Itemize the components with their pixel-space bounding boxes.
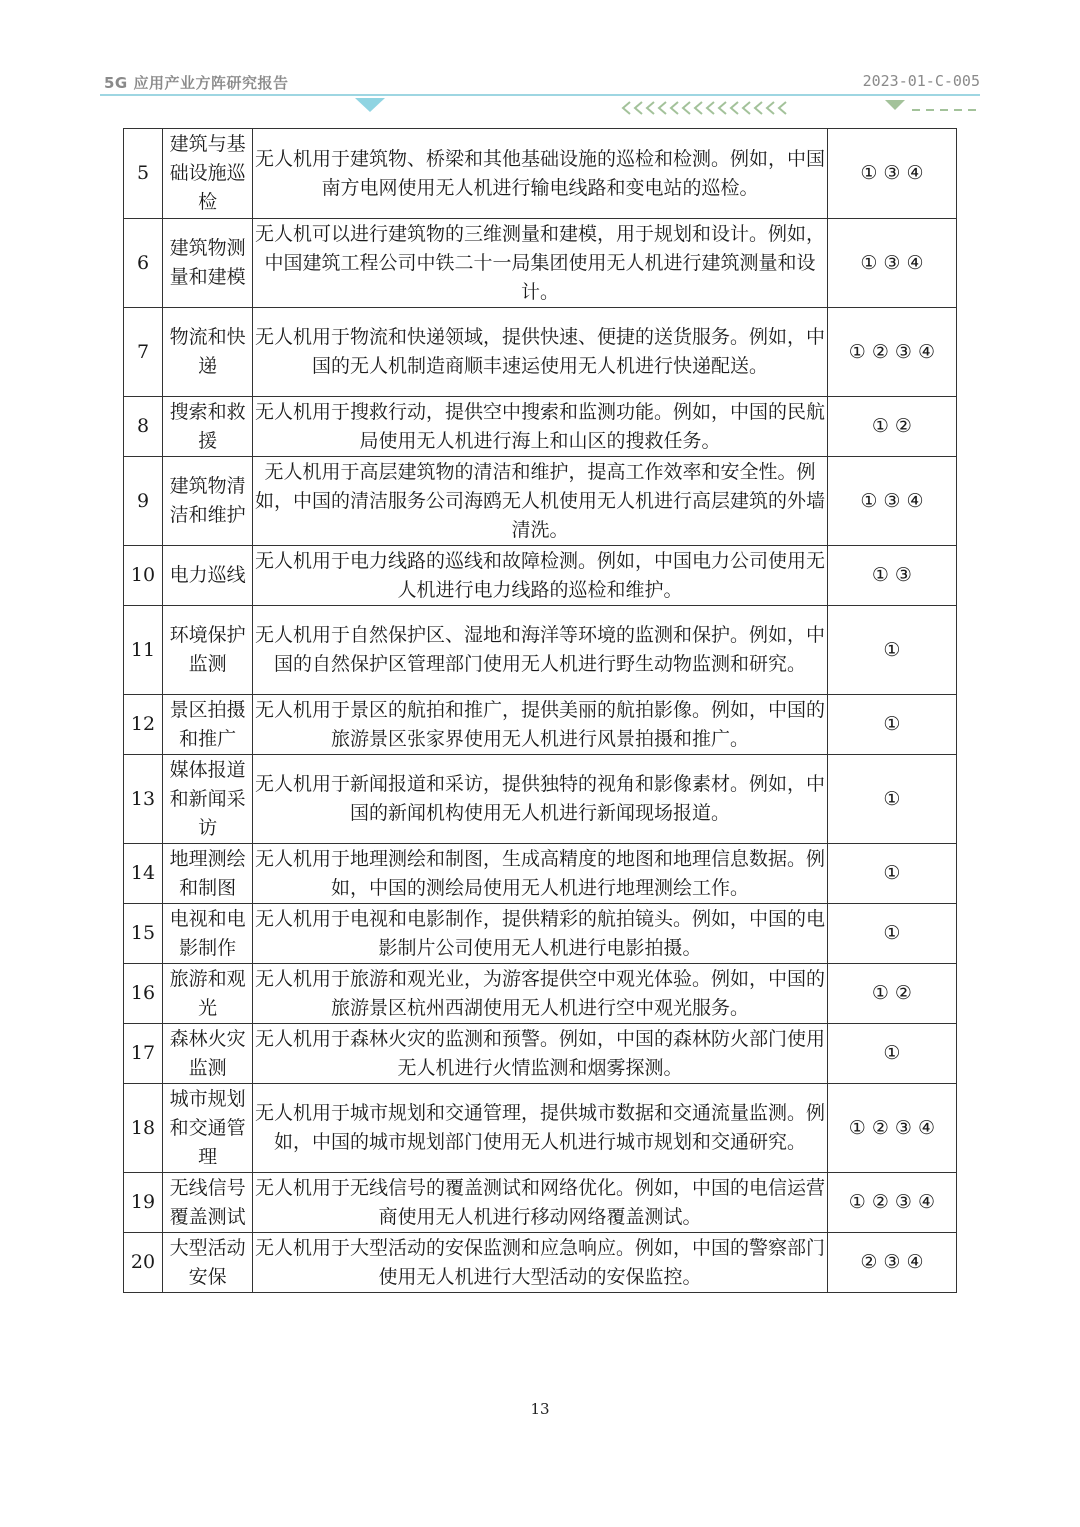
rating-marks: ① bbox=[827, 606, 956, 695]
row-number: 10 bbox=[124, 546, 163, 606]
row-number: 9 bbox=[124, 457, 163, 546]
rating-marks: ① ③ ④ bbox=[827, 457, 956, 546]
table-row bbox=[124, 219, 957, 308]
use-case-name: 搜索和救援 bbox=[163, 397, 253, 457]
rating-marks: ① bbox=[827, 755, 956, 844]
use-case-name: 建筑与基础设施巡检 bbox=[163, 129, 253, 219]
rating-marks: ① bbox=[827, 844, 956, 904]
rating-marks: ① ③ ④ bbox=[827, 219, 956, 308]
row-number: 19 bbox=[124, 1173, 163, 1233]
use-case-description: 无人机用于旅游和观光业，为游客提供空中观光体验。例如，中国的旅游景区杭州西湖使用无人机进行空中观光服务。 bbox=[253, 964, 828, 1024]
report-title: 5G 应用产业方阵研究报告 bbox=[104, 74, 289, 92]
row-number: 18 bbox=[124, 1084, 163, 1173]
rating-marks: ① bbox=[827, 695, 956, 755]
use-case-name: 城市规划和交通管理 bbox=[163, 1084, 253, 1173]
header-triangle-icon bbox=[355, 98, 385, 112]
use-case-description: 无人机用于电视和电影制作，提供精彩的航拍镜头。例如，中国的电影制片公司使用无人机进行电影拍摄。 bbox=[253, 904, 828, 964]
row-number: 16 bbox=[124, 964, 163, 1024]
use-case-description: 无人机可以进行建筑物的三维测量和建模，用于规划和设计。例如，中国建筑工程公司中铁二十一局集团使用无人机进行建筑测量和设计。 bbox=[253, 219, 828, 308]
table-row bbox=[124, 904, 957, 964]
use-case-name: 景区拍摄和推广 bbox=[163, 695, 253, 755]
use-case-description: 无人机用于自然保护区、湿地和海洋等环境的监测和保护。例如，中国的自然保护区管理部门使用无人机进行野生动物监测和研究。 bbox=[253, 606, 828, 695]
rating-marks: ① ② ③ ④ bbox=[827, 1084, 956, 1173]
table-row bbox=[124, 755, 957, 844]
table-row bbox=[124, 308, 957, 397]
use-case-name: 无线信号覆盖测试 bbox=[163, 1173, 253, 1233]
use-case-description: 无人机用于景区的航拍和推广，提供美丽的航拍影像。例如，中国的旅游景区张家界使用无人机进行风景拍摄和推广。 bbox=[253, 695, 828, 755]
use-case-name: 地理测绘和制图 bbox=[163, 844, 253, 904]
use-case-description: 无人机用于建筑物、桥梁和其他基础设施的巡检和检测。例如，中国南方电网使用无人机进行输电线路和变电站的巡检。 bbox=[253, 129, 828, 219]
use-case-name: 森林火灾监测 bbox=[163, 1024, 253, 1084]
rating-marks: ① ② ③ ④ bbox=[827, 308, 956, 397]
table-row bbox=[124, 457, 957, 546]
row-number: 5 bbox=[124, 129, 163, 219]
rating-marks: ① bbox=[827, 904, 956, 964]
table-row bbox=[124, 1084, 957, 1173]
use-case-name: 大型活动安保 bbox=[163, 1233, 253, 1293]
use-case-table bbox=[123, 128, 957, 1293]
use-case-description: 无人机用于无线信号的覆盖测试和网络优化。例如，中国的电信运营商使用无人机进行移动网络覆盖测试。 bbox=[253, 1173, 828, 1233]
row-number: 14 bbox=[124, 844, 163, 904]
use-case-name: 媒体报道和新闻采访 bbox=[163, 755, 253, 844]
rating-marks: ① ③ bbox=[827, 546, 956, 606]
use-case-description: 无人机用于地理测绘和制图，生成高精度的地图和地理信息数据。例如，中国的测绘局使用无人机进行地理测绘工作。 bbox=[253, 844, 828, 904]
page-number: 13 bbox=[530, 1400, 550, 1418]
table-row bbox=[124, 129, 957, 219]
table-row bbox=[124, 1024, 957, 1084]
row-number: 7 bbox=[124, 308, 163, 397]
row-number: 8 bbox=[124, 397, 163, 457]
table-body bbox=[124, 129, 957, 1293]
use-case-name: 建筑物清洁和维护 bbox=[163, 457, 253, 546]
row-number: 15 bbox=[124, 904, 163, 964]
rating-marks: ① ② bbox=[827, 397, 956, 457]
table-row bbox=[124, 964, 957, 1024]
rating-marks: ① ③ ④ bbox=[827, 129, 956, 219]
table-row bbox=[124, 546, 957, 606]
use-case-name: 建筑物测量和建模 bbox=[163, 219, 253, 308]
use-case-name: 物流和快递 bbox=[163, 308, 253, 397]
use-case-name: 环境保护监测 bbox=[163, 606, 253, 695]
row-number: 20 bbox=[124, 1233, 163, 1293]
use-case-name: 旅游和观光 bbox=[163, 964, 253, 1024]
rating-marks: ② ③ ④ bbox=[827, 1233, 956, 1293]
header-chevrons bbox=[623, 102, 786, 114]
header-rule bbox=[100, 92, 980, 122]
row-number: 12 bbox=[124, 695, 163, 755]
row-number: 13 bbox=[124, 755, 163, 844]
table-row bbox=[124, 844, 957, 904]
row-number: 6 bbox=[124, 219, 163, 308]
rating-marks: ① ② ③ ④ bbox=[827, 1173, 956, 1233]
use-case-name: 电视和电影制作 bbox=[163, 904, 253, 964]
table-row bbox=[124, 606, 957, 695]
use-case-description: 无人机用于物流和快递领域，提供快速、便捷的送货服务。例如，中国的无人机制造商顺丰速运使用无人机进行快递配送。 bbox=[253, 308, 828, 397]
use-case-description: 无人机用于电力线路的巡线和故障检测。例如，中国电力公司使用无人机进行电力线路的巡检和维护。 bbox=[253, 546, 828, 606]
use-case-description: 无人机用于新闻报道和采访，提供独特的视角和影像素材。例如，中国的新闻机构使用无人机进行新闻现场报道。 bbox=[253, 755, 828, 844]
row-number: 17 bbox=[124, 1024, 163, 1084]
use-case-description: 无人机用于城市规划和交通管理，提供城市数据和交通流量监测。例如，中国的城市规划部门使用无人机进行城市规划和交通研究。 bbox=[253, 1084, 828, 1173]
rating-marks: ① ② bbox=[827, 964, 956, 1024]
rating-marks: ① bbox=[827, 1024, 956, 1084]
use-case-description: 无人机用于高层建筑物的清洁和维护，提高工作效率和安全性。例如，中国的清洁服务公司海鸥无人机使用无人机进行高层建筑的外墙清洗。 bbox=[253, 457, 828, 546]
report-code: 2023-01-C-005 bbox=[862, 72, 980, 90]
use-case-name: 电力巡线 bbox=[163, 546, 253, 606]
table-row bbox=[124, 1233, 957, 1293]
table-row bbox=[124, 695, 957, 755]
use-case-description: 无人机用于森林火灾的监测和预警。例如，中国的森林防火部门使用无人机进行火情监测和烟雾探测。 bbox=[253, 1024, 828, 1084]
table-row bbox=[124, 1173, 957, 1233]
use-case-description: 无人机用于大型活动的安保监测和应急响应。例如，中国的警察部门使用无人机进行大型活动的安保监控。 bbox=[253, 1233, 828, 1293]
use-case-description: 无人机用于搜救行动，提供空中搜索和监测功能。例如，中国的民航局使用无人机进行海上和山区的搜救任务。 bbox=[253, 397, 828, 457]
table-row bbox=[124, 397, 957, 457]
header-triangle-small-icon bbox=[885, 100, 905, 110]
row-number: 11 bbox=[124, 606, 163, 695]
